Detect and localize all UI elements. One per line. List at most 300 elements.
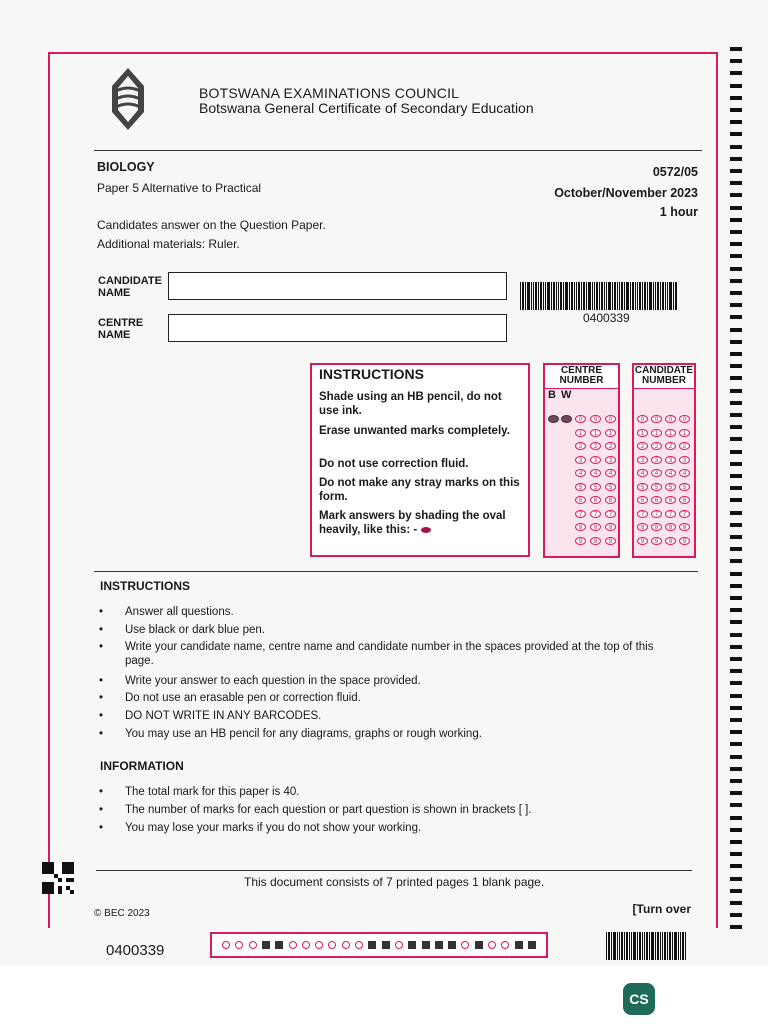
timing-tick [730,413,742,417]
digit-oval[interactable]: 5 [665,483,676,491]
timing-tick [730,120,742,124]
digit-oval[interactable]: 7 [651,510,662,518]
timing-tick [730,559,742,563]
timing-tick [730,925,742,929]
digit-oval[interactable]: 8 [590,523,601,531]
timing-tick [730,706,742,710]
barcode-bar [525,282,526,310]
digit-oval[interactable]: 4 [575,469,586,477]
digit-oval[interactable]: 4 [637,469,648,477]
barcode-bar [649,932,650,960]
timing-tick [730,486,742,490]
digit-oval[interactable]: 5 [605,483,616,491]
timing-mark [222,941,230,949]
barcode-bar [637,932,638,960]
timing-mark [422,941,430,949]
barcode-bar [675,282,677,310]
barcode-bar [665,282,666,310]
barcode-bar [673,282,674,310]
barcode-bar [639,932,641,960]
barcode-bar [576,282,577,310]
barcode-bar [626,282,629,310]
barcode-bar [649,282,652,310]
digit-oval[interactable]: 7 [575,510,586,518]
barcode-bar [642,932,643,960]
barcode-bar [626,932,628,960]
barcode-bar [674,932,677,960]
barcode-bar [565,282,568,310]
timing-tick [730,328,742,332]
timing-tick [730,59,742,63]
barcode-bar [596,282,598,310]
digit-oval[interactable]: 6 [605,496,616,504]
timing-tick [730,511,742,515]
timing-tick [730,401,742,405]
timing-tick [730,572,742,576]
timing-tick [730,96,742,100]
header-divider [94,150,702,151]
qr-code-icon [42,862,74,894]
timing-tick [730,852,742,856]
digit-oval[interactable]: 8 [679,523,690,531]
barcode-bar [667,932,668,960]
barcode-bar [646,932,648,960]
timing-tick [730,596,742,600]
digit-oval[interactable]: 6 [590,496,601,504]
instruction-item: • Do not use an erasable pen or correction fluid. [125,691,361,705]
barcode-bar [624,282,625,310]
barcode-bar [594,282,595,310]
certificate-title: Botswana General Certificate of Secondary Education [199,100,534,116]
digit-oval[interactable]: 1 [605,429,616,437]
digit-oval[interactable]: 5 [651,483,662,491]
timing-tick [730,450,742,454]
barcode-bar [611,932,612,960]
timing-mark [382,941,390,949]
shading-instruction-line [319,509,524,537]
barcode-bar [619,932,620,960]
digit-oval[interactable]: 8 [637,523,648,531]
timing-tick [730,169,742,173]
timing-mark [448,941,456,949]
timing-mark [328,941,336,949]
digit-oval[interactable]: 2 [590,442,601,450]
timing-tick [730,181,742,185]
answer-note: Candidates answer on the Question Paper. [97,218,326,232]
barcode-bar [571,282,573,310]
barcode-bar [669,282,672,310]
digit-oval[interactable]: 1 [575,429,586,437]
digit-oval[interactable]: 3 [637,456,648,464]
digit-oval[interactable]: 7 [679,510,690,518]
digit-oval[interactable]: 3 [651,456,662,464]
timing-tick [730,816,742,820]
prefix-oval[interactable] [548,415,559,423]
timing-tick [730,645,742,649]
digit-oval[interactable]: 0 [651,415,662,423]
barcode-bar [657,282,659,310]
timing-tick [730,218,742,222]
digit-oval[interactable]: 1 [590,429,601,437]
digit-oval[interactable]: 9 [605,537,616,545]
timing-tick [730,669,742,673]
barcode-bar [583,282,585,310]
digit-oval[interactable]: 2 [679,442,690,450]
timing-tick [730,498,742,502]
centre-prefix-w: W [561,389,572,401]
timing-tick [730,694,742,698]
timing-tick [730,132,742,136]
barcode-number: 0400339 [583,311,630,325]
timing-tick [730,864,742,868]
timing-tick [730,206,742,210]
council-name: BOTSWANA EXAMINATIONS COUNCIL [199,85,460,101]
barcode-bar [540,282,542,310]
timing-tick [730,718,742,722]
barcode-bar [613,932,616,960]
timing-tick [730,633,742,637]
barcode-bar [660,282,661,310]
timing-tick [730,767,742,771]
page-code: 0400339 [106,942,165,959]
timing-mark [302,941,310,949]
timing-mark [501,941,509,949]
digit-oval[interactable]: 6 [637,496,648,504]
paper-code: 0572/05 [652,165,698,179]
footer-divider [96,870,692,871]
timing-mark [515,941,523,949]
barcode-bar [588,282,591,310]
digit-oval[interactable]: 8 [605,523,616,531]
digit-oval[interactable]: 0 [575,415,586,423]
bec-logo-icon [104,66,152,132]
timing-mark [289,941,297,949]
digit-oval[interactable]: 3 [605,456,616,464]
digit-oval[interactable]: 7 [590,510,601,518]
instruction-item: • Use black or dark blue pen. [125,623,265,637]
digit-oval[interactable]: 0 [605,415,616,423]
digit-oval[interactable]: 8 [651,523,662,531]
digit-oval[interactable]: 0 [665,415,676,423]
timing-mark [488,941,496,949]
timing-mark [342,941,350,949]
barcode-bar [569,282,570,310]
timing-tick [730,791,742,795]
timing-tick [730,779,742,783]
digit-oval[interactable]: 2 [575,442,586,450]
barcode-bar [632,282,634,310]
instructions-title: INSTRUCTIONS [100,579,190,593]
barcode-bar [621,282,623,310]
barcode-bottom [606,932,696,960]
instruction-item: • Answer all questions. [125,605,234,619]
additional-materials: Additional materials: Ruler. [97,237,240,251]
timing-tick [730,889,742,893]
timing-mark [315,941,323,949]
timing-tick [730,47,742,51]
timing-tick [730,108,742,112]
barcode-bar [547,282,550,310]
timing-tick [730,913,742,917]
information-title: INFORMATION [100,759,184,773]
timing-mark [435,941,443,949]
digit-oval[interactable]: 6 [679,496,690,504]
timing-tick [730,389,742,393]
camscanner-badge: CS [623,983,655,1015]
barcode-bar [563,282,564,310]
barcode-bar [639,282,641,310]
digit-oval[interactable]: 6 [575,496,586,504]
digit-oval[interactable]: 3 [575,456,586,464]
digit-oval[interactable]: 8 [665,523,676,531]
shading-instruction-text: Mark answers by shading the oval heavily, like this: - [319,510,506,536]
barcode-bar [586,282,587,310]
barcode-bar [556,282,557,310]
timing-tick [730,352,742,356]
barcode-bar [574,282,575,310]
timing-mark [475,941,483,949]
timing-tick [730,755,742,759]
barcode-bar [682,932,684,960]
timing-tick [730,157,742,161]
timing-tick [730,279,742,283]
digit-oval[interactable]: 5 [679,483,690,491]
centre-name-label: CENTRE NAME [98,317,144,341]
shading-instruction-line: Shade using an HB pencil, do not use ink. [319,391,502,417]
barcode-bar [621,932,623,960]
instruction-item: • DO NOT WRITE IN ANY BARCODES. [125,709,321,723]
centre-number-label: CENTRE NUMBER [545,365,618,389]
barcode-bar [644,282,646,310]
timing-mark [275,941,283,949]
barcode-bar [660,932,661,960]
section-divider [94,571,698,572]
digit-oval[interactable]: 0 [590,415,601,423]
digit-oval[interactable]: 6 [665,496,676,504]
barcode-bar [608,932,610,960]
timing-tick [730,523,742,527]
timing-tick [730,242,742,246]
timing-tick [730,315,742,319]
timing-mark [355,941,363,949]
timing-mark [262,941,270,949]
digit-oval[interactable]: 1 [665,429,676,437]
timing-tick [730,425,742,429]
barcode-bar [520,282,521,310]
timing-tick [730,620,742,624]
digit-oval[interactable]: 2 [665,442,676,450]
barcode-bar [662,282,664,310]
timing-tick [730,730,742,734]
centre-prefix-b: B [548,389,556,401]
digit-oval[interactable]: 9 [590,537,601,545]
timing-tick [730,877,742,881]
digit-oval[interactable]: 9 [637,537,648,545]
instruction-item: • Write your candidate name, centre name and candidate number in the spaces provided at the top of this page. [125,640,665,668]
timing-tick [730,535,742,539]
digit-oval[interactable]: 2 [637,442,648,450]
barcode-bar [642,282,643,310]
turn-over: [Turn over [632,902,691,916]
barcode-bar [535,282,537,310]
timing-tick [730,474,742,478]
digit-oval[interactable]: 7 [637,510,648,518]
digit-oval[interactable]: 4 [590,469,601,477]
shading-instruction-line: Do not use correction fluid. [319,458,469,470]
timing-tick [730,742,742,746]
timing-tick [730,584,742,588]
digit-oval[interactable]: 0 [637,415,648,423]
barcode-bar [667,282,668,310]
barcode-bar [531,282,532,310]
digit-oval[interactable]: 6 [651,496,662,504]
barcode-bar [685,932,686,960]
digit-oval[interactable]: 9 [575,537,586,545]
timing-mark [408,941,416,949]
subject-title: BIOLOGY [97,160,155,174]
digit-oval[interactable]: 7 [665,510,676,518]
prefix-oval[interactable] [561,415,572,423]
barcode-bar [637,282,638,310]
barcode-bar [662,932,663,960]
barcode-bar [617,282,618,310]
barcode-bar [619,282,620,310]
timing-tick [730,437,742,441]
digit-oval[interactable]: 9 [665,537,676,545]
barcode-bar [533,282,534,310]
candidate-number-label: CANDIDATE NUMBER [634,365,694,389]
barcode-bar [604,282,605,310]
digit-oval[interactable]: 9 [679,537,690,545]
example-oval-icon [421,527,431,533]
timing-mark [235,941,243,949]
timing-tick [730,681,742,685]
digit-oval[interactable]: 5 [575,483,586,491]
information-item: • The number of marks for each question or part question is shown in brackets [ ]. [125,803,532,817]
barcode-bar [522,282,524,310]
digit-oval[interactable]: 8 [575,523,586,531]
barcode-bar [558,282,559,310]
barcode-bar [680,932,681,960]
digit-oval[interactable]: 4 [665,469,676,477]
barcode-bar [592,282,593,310]
instruction-item: • You may use an HB pencil for any diagrams, graphs or rough working. [125,727,482,741]
barcode-bar [647,282,648,310]
candidate-name-label: CANDIDATE NAME [98,275,162,299]
digit-oval[interactable]: 3 [665,456,676,464]
digit-oval[interactable]: 4 [651,469,662,477]
timing-tick [730,267,742,271]
barcode-bar [672,932,673,960]
digit-oval[interactable]: 9 [651,537,662,545]
barcode-bar [578,282,580,310]
barcode-bar [601,282,603,310]
timing-tick [730,303,742,307]
timing-mark [528,941,536,949]
barcode-bar [617,932,618,960]
barcode-bar [630,282,631,310]
timing-mark [368,941,376,949]
shading-instruction-line: Do not make any stray marks on this form. [319,477,520,503]
barcode-bar [635,282,636,310]
paper-title: Paper 5 Alternative to Practical [97,181,262,195]
barcode-bar [545,282,546,310]
timing-marks-box [210,932,548,958]
barcode-bar [664,932,666,960]
barcode-bar [527,282,530,310]
pages-note: This document consists of 7 printed pages 1 blank page. [244,875,545,889]
barcode-bar [538,282,539,310]
timing-mark [249,941,257,949]
digit-oval[interactable]: 5 [637,483,648,491]
digit-oval[interactable]: 1 [679,429,690,437]
digit-oval[interactable]: 7 [605,510,616,518]
barcode-bar [581,282,582,310]
digit-oval[interactable]: 1 [637,429,648,437]
barcode-bar [551,282,552,310]
information-item: • The total mark for this paper is 40. [125,785,300,799]
barcode-bar [653,282,654,310]
barcode [520,282,698,310]
timing-tick [730,462,742,466]
digit-oval[interactable]: 1 [651,429,662,437]
shading-instruction-line: Erase unwanted marks completely. [319,425,510,437]
barcode-bar [543,282,544,310]
digit-oval[interactable]: 3 [679,456,690,464]
barcode-bar [608,282,611,310]
centre-name-field[interactable] [168,314,507,342]
barcode-bar [614,282,616,310]
digit-oval[interactable]: 2 [605,442,616,450]
barcode-bar [629,932,630,960]
digit-oval[interactable]: 4 [605,469,616,477]
exam-session: October/November 2023 [554,186,698,200]
candidate-name-field[interactable] [168,272,507,300]
timing-tick [730,608,742,612]
barcode-bar [612,282,613,310]
timing-tick [730,84,742,88]
barcode-bar [655,282,656,310]
digit-oval[interactable]: 2 [651,442,662,450]
timing-tick [730,901,742,905]
barcode-bar [624,932,625,960]
barcode-bar [655,932,656,960]
timing-tick [730,291,742,295]
barcode-bar [606,932,607,960]
timing-tick [730,840,742,844]
timing-tick [730,828,742,832]
timing-tick [730,254,742,258]
digit-oval[interactable]: 3 [590,456,601,464]
instruction-item: • Write your answer to each question in the space provided. [125,674,421,688]
digit-oval[interactable]: 4 [679,469,690,477]
timing-tick [730,230,742,234]
barcode-bar [553,282,555,310]
digit-oval[interactable]: 5 [590,483,601,491]
copyright: © BEC 2023 [94,908,150,919]
barcode-bar [657,932,659,960]
barcode-bar [631,932,632,960]
timing-mark [461,941,469,949]
timing-tick [730,803,742,807]
barcode-bar [669,932,671,960]
barcode-bar [644,932,645,960]
timing-tick [730,340,742,344]
timing-tick [730,657,742,661]
digit-oval[interactable]: 0 [679,415,690,423]
timing-tick [730,364,742,368]
barcode-bar [678,932,679,960]
